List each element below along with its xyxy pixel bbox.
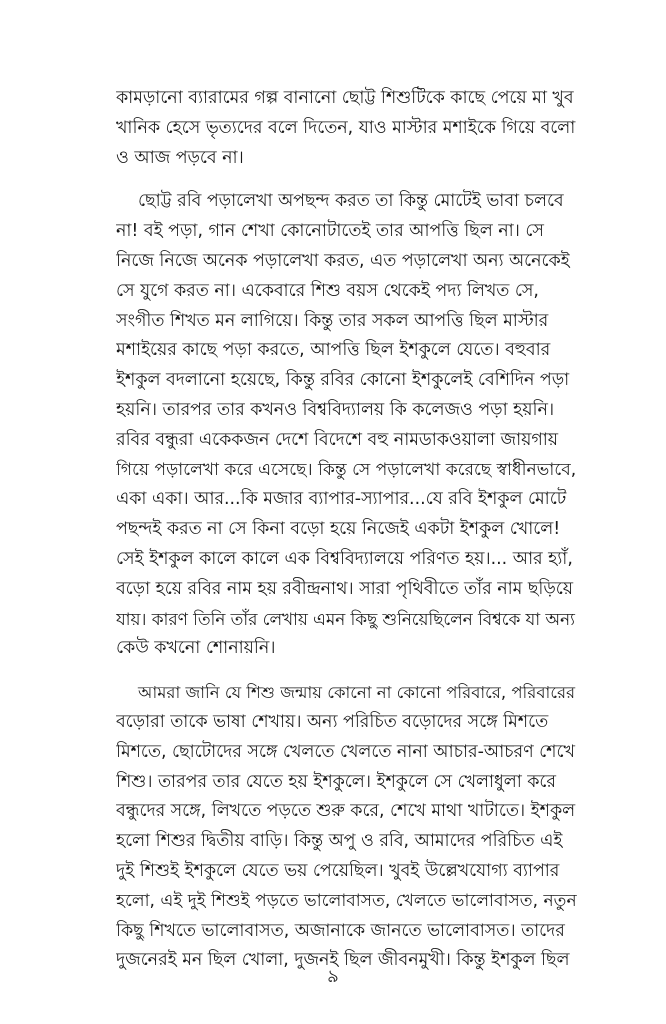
text-line: মশাইয়ের কাছে পড়া করতে, আপত্তি ছিল ইশকুলে যেতে। বহুবার: [116, 340, 551, 361]
text-line: ছোট্ট রবি পড়ালেখা অপছন্দ করত তা কিন্তু মোটেই ভাবা চলবে: [138, 191, 564, 212]
text-line: যায়। কারণ তিনি তাঁর লেখায় এমন কিছু শুনিয়েছিলেন বিশ্বকে যা অন্য: [116, 608, 575, 629]
text-line: শিশু। তারপর তার যেতে হয় ইশকুলে। ইশকুলে সে খেলাধুলা করে: [116, 771, 556, 792]
paragraph-2: [116, 187, 582, 664]
text-line: গিয়ে পড়ালেখা করে এসেছে। কিন্তু সে পড়ালেখা করেছে স্বাধীনভাবে,: [116, 459, 577, 480]
text-line: বন্ধুদের সঙ্গে, লিখতে পড়তে শুরু করে, শেখে মাথা খাটাতে। ইশকুল: [116, 801, 576, 822]
text-line: আমরা জানি যে শিশু জন্মায় কোনো না কোনো পরিবারে, পরিবারের: [138, 683, 576, 703]
text-line: কেউ কখনো শোনায়নি।: [116, 638, 276, 659]
text-line: কিছু শিখতে ভালোবাসত, অজানাকে জানতে ভালোবাসত। তাদের: [116, 920, 565, 941]
text-line: সে যুগে করত না। একেবারে শিশু বয়স থেকেই পদ্য লিখত সে,: [116, 280, 539, 301]
text-line: পছন্দই করত না সে কিনা বড়ো হয়ে নিজেই একটা ইশকুল খোলে!: [116, 519, 561, 540]
text-line: কামড়ানো ব্যারামের গল্প বানানো ছোট্ট শিশুটিকে কাছে পেয়ে মা খুব: [116, 88, 574, 108]
text-line: বড়ো হয়ে রবির নাম হয় রবীন্দ্রনাথ। সারা পৃথিবীতে তাঁর নাম ছড়িয়ে: [116, 578, 573, 599]
text-line: বড়োরা তাকে ভাষা শেখায়। অন্য পরিচিত বড়োদের সঙ্গে মিশতে: [116, 711, 549, 732]
text-line: সেই ইশকুল কালে কালে এক বিশ্ববিদ্যালয়ে পরিণত হয়।... আর হ্যাঁ,: [116, 548, 573, 569]
text-line: না! বই পড়া, গান শেখা কোনোটাতেই তার আপত্তি ছিল না। সে: [116, 221, 544, 242]
page-number: ৯: [327, 966, 339, 987]
text-line: রবির বন্ধুরা একেকজন দেশে বিদেশে বহু নামডাকওয়ালা জায়গায়: [116, 429, 559, 450]
paragraph-3: [116, 678, 582, 976]
text-line: একা একা। আর...কি মজার ব্যাপার-স্যাপার...যে রবি ইশকুল মোটে: [116, 489, 567, 510]
text-line: নিজে নিজে অনেক পড়ালেখা করত, এত পড়ালেখা অন্য অনেকেই: [116, 250, 570, 271]
text-line: ইশকুল বদলানো হয়েছে, কিন্তু রবির কোনো ইশকুলেই বেশিদিন পড়া: [116, 370, 570, 391]
text-line: হলো শিশুর দ্বিতীয় বাড়ি। কিন্তু অপু ও রবি, আমাদের পরিচিত এই: [116, 831, 563, 852]
text-line: ও আজ পড়বে না।: [116, 147, 244, 168]
text-line: হলো, এই দুই শিশুই পড়তে ভালোবাসত, খেলতে ভালোবাসত, নতুন: [116, 890, 577, 911]
text-line: হয়নি। তারপর তার কখনও বিশ্ববিদ্যালয় কি কলেজও পড়া হয়নি।: [116, 399, 555, 420]
text-line: দুই শিশুই ইশকুলে যেতে ভয় পেয়েছিল। খুবই উল্লেখযোগ্য ব্যাপার: [116, 860, 560, 881]
text-line: সংগীত শিখত মন লাগিয়ে। কিন্তু তার সকল আপত্তি ছিল মাস্টার: [116, 310, 549, 331]
paragraph-1: [116, 84, 582, 173]
text-line: খানিক হেসে ভৃত্যদের বলে দিতেন, যাও মাস্টার মশাইকে গিয়ে বলো: [116, 117, 576, 138]
text-line: মিশতে, ছোটোদের সঙ্গে খেলতে খেলতে নানা আচার-আচরণ শেখে: [116, 741, 575, 762]
text-line: দুজনেরই মন ছিল খোলা, দুজনই ছিল জীবনমুখী। কিন্তু ইশকুল ছিল: [116, 950, 570, 971]
